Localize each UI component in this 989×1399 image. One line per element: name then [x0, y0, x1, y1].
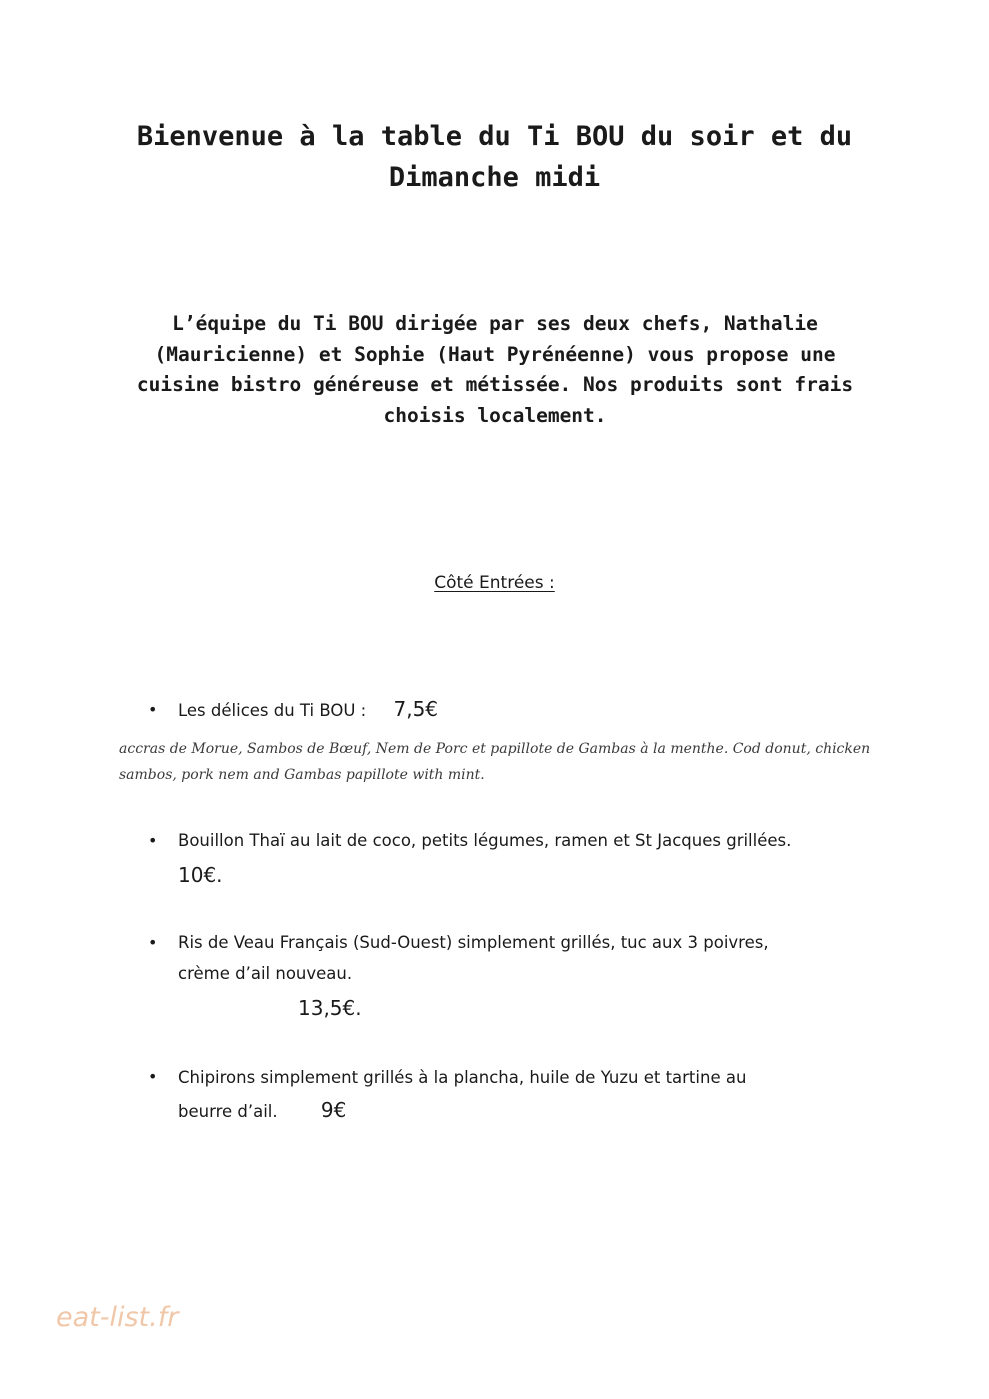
section-heading-text: Côté Entrées : — [434, 573, 555, 593]
item-price: 9€ — [320, 1098, 347, 1122]
page-title — [100, 116, 889, 198]
intro-line: choisis localement. — [383, 403, 607, 427]
bullet-icon: • — [148, 1067, 158, 1086]
menu-item-delices — [148, 694, 439, 726]
item-price: 10€. — [178, 863, 223, 887]
menu-item-chipirons — [148, 1061, 747, 1128]
section-heading-entrees — [0, 571, 989, 595]
menu-item-bouillon — [148, 825, 792, 892]
bullet-icon: • — [148, 831, 158, 850]
item-price: 13,5€. — [298, 996, 362, 1020]
item-name: Chipirons simplement grillés à la plancha, huile de Yuzu et tartine au — [178, 1068, 747, 1087]
description-line: sambos, pork nem and Gambas papillote with mint. — [119, 767, 485, 783]
title-line-2: Dimanche midi — [388, 162, 601, 193]
item-name-cont: beurre d’ail. — [178, 1102, 278, 1121]
item-name-cont: crème d’ail nouveau. — [178, 964, 353, 983]
bullet-icon: • — [148, 700, 158, 719]
description-line: accras de Morue, Sambos de Bœuf, Nem de Porc et papillote de Gambas à la menthe. Cod donut, chicken — [119, 741, 871, 757]
intro-line: L’équipe du Ti BOU dirigée par ses deux chefs, Nathalie — [172, 312, 818, 335]
intro-paragraph — [110, 309, 880, 431]
item-price: 7,5€ — [393, 697, 439, 721]
item-description — [119, 736, 879, 788]
bullet-icon: • — [148, 933, 158, 952]
watermark-logo: eat-list.fr — [56, 1302, 179, 1333]
item-name: Ris de Veau Français (Sud-Ouest) simplement grillés, tuc aux 3 poivres, — [178, 933, 769, 952]
intro-line: (Mauricienne) et Sophie (Haut Pyrénéenne) vous propose une — [154, 342, 836, 366]
intro-line: cuisine bistro généreuse et métissée. Nos produits sont frais — [136, 373, 854, 396]
item-name: Les délices du Ti BOU : — [178, 701, 367, 720]
item-name: Bouillon Thaï au lait de coco, petits légumes, ramen et St Jacques grillées. — [178, 831, 792, 850]
menu-item-ris-de-veau — [148, 927, 769, 1025]
title-line-1: Bienvenue à la table du Ti BOU du soir et du — [136, 121, 853, 152]
